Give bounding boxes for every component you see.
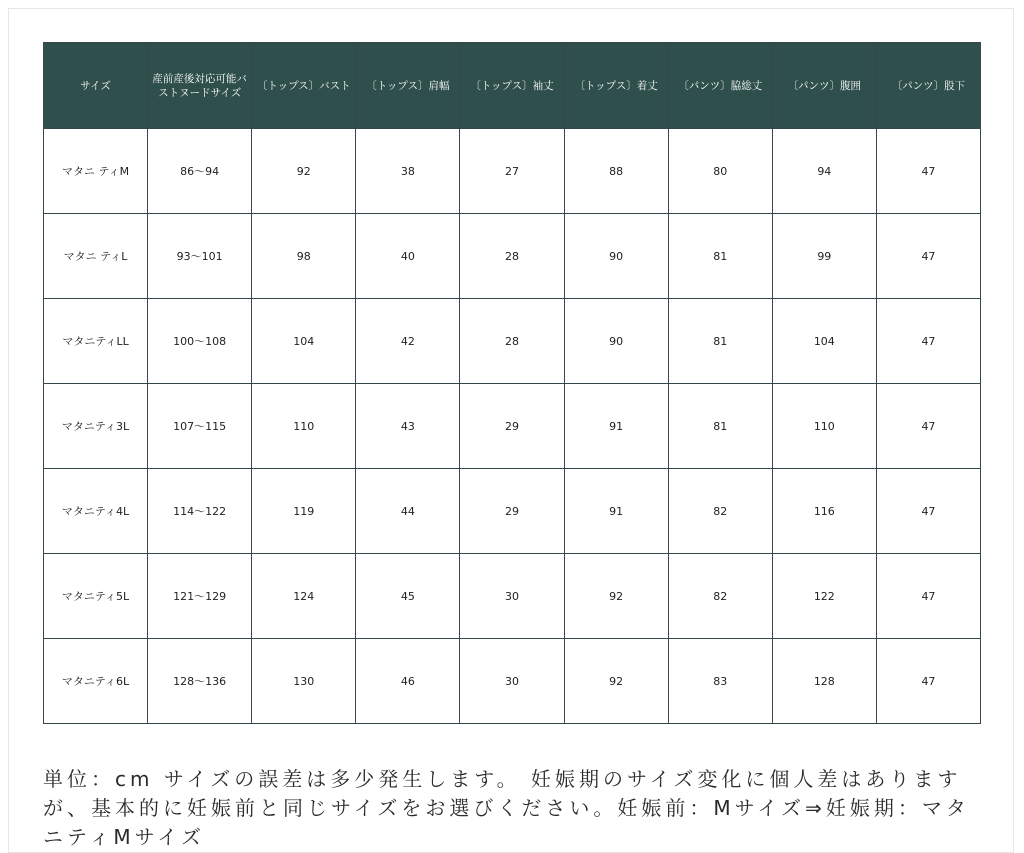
table-cell: 47 xyxy=(876,639,980,724)
table-cell: マタニティ6L xyxy=(44,639,148,724)
table-cell: 81 xyxy=(668,299,772,384)
table-cell: 90 xyxy=(564,214,668,299)
header-tops-sleeve: 〔トップス〕袖丈 xyxy=(460,43,564,129)
table-cell: マタニティ5L xyxy=(44,554,148,639)
header-size: サイズ xyxy=(44,43,148,129)
table-cell: 91 xyxy=(564,384,668,469)
table-cell: 80 xyxy=(668,129,772,214)
table-cell: 124 xyxy=(252,554,356,639)
table-cell: 94 xyxy=(772,129,876,214)
table-cell: 110 xyxy=(252,384,356,469)
table-cell: 82 xyxy=(668,554,772,639)
table-cell: 130 xyxy=(252,639,356,724)
table-cell: 121～129 xyxy=(148,554,252,639)
header-tops-shoulder: 〔トップス〕肩幅 xyxy=(356,43,460,129)
table-cell: 81 xyxy=(668,384,772,469)
table-cell: 92 xyxy=(564,554,668,639)
table-cell: 92 xyxy=(564,639,668,724)
table-cell: 47 xyxy=(876,384,980,469)
table-cell: 47 xyxy=(876,214,980,299)
table-cell: 104 xyxy=(772,299,876,384)
table-cell: 46 xyxy=(356,639,460,724)
table-cell: 107～115 xyxy=(148,384,252,469)
table-cell: 82 xyxy=(668,469,772,554)
table-cell: 122 xyxy=(772,554,876,639)
table-cell: 47 xyxy=(876,554,980,639)
header-tops-bust: 〔トップス〕バスト xyxy=(252,43,356,129)
table-cell: マタニティ3L xyxy=(44,384,148,469)
table-cell: 38 xyxy=(356,129,460,214)
header-tops-length: 〔トップス〕着丈 xyxy=(564,43,668,129)
size-note-text: 単位：cm サイズの誤差は多少発生します。 妊娠期のサイズ変化に個人差はありますが、基本的に妊娠前と同じサイズをお選びください。妊娠前：Mサイズ⇒妊娠期：マタニティMサイズ xyxy=(43,767,970,849)
header-pants-side-length: 〔パンツ〕脇総丈 xyxy=(668,43,772,129)
table-cell: 30 xyxy=(460,639,564,724)
table-cell: 128～136 xyxy=(148,639,252,724)
table-cell: 99 xyxy=(772,214,876,299)
table-cell: マタニティLL xyxy=(44,299,148,384)
table-cell: 116 xyxy=(772,469,876,554)
table-cell: 47 xyxy=(876,299,980,384)
table-cell: 43 xyxy=(356,384,460,469)
header-pants-inseam: 〔パンツ〕股下 xyxy=(876,43,980,129)
table-row xyxy=(44,129,981,214)
table-cell: 29 xyxy=(460,469,564,554)
table-row xyxy=(44,639,981,724)
table-cell: 93～101 xyxy=(148,214,252,299)
table-cell: マタニティ4L xyxy=(44,469,148,554)
table-cell: マタニ ティM xyxy=(44,129,148,214)
table-cell: 27 xyxy=(460,129,564,214)
table-cell: 92 xyxy=(252,129,356,214)
table-header-row xyxy=(44,43,981,129)
table-cell: 110 xyxy=(772,384,876,469)
table-cell: 91 xyxy=(564,469,668,554)
table-cell: 104 xyxy=(252,299,356,384)
table-row xyxy=(44,469,981,554)
table-cell: 98 xyxy=(252,214,356,299)
table-cell: 47 xyxy=(876,129,980,214)
table-cell: 47 xyxy=(876,469,980,554)
table-row xyxy=(44,384,981,469)
table-cell: 114～122 xyxy=(148,469,252,554)
header-pants-waist: 〔パンツ〕腹囲 xyxy=(772,43,876,129)
table-cell: 28 xyxy=(460,214,564,299)
table-cell: 83 xyxy=(668,639,772,724)
table-cell: 128 xyxy=(772,639,876,724)
table-cell: 86～94 xyxy=(148,129,252,214)
table-cell: 40 xyxy=(356,214,460,299)
table-cell: 42 xyxy=(356,299,460,384)
table-cell: 29 xyxy=(460,384,564,469)
table-cell: 81 xyxy=(668,214,772,299)
table-cell: 30 xyxy=(460,554,564,639)
table-row xyxy=(44,554,981,639)
table-row xyxy=(44,299,981,384)
header-nude-bust: 産前産後対応可能バストヌードサイズ xyxy=(148,43,252,129)
table-cell: 45 xyxy=(356,554,460,639)
table-row xyxy=(44,214,981,299)
table-cell: 100～108 xyxy=(148,299,252,384)
table-cell: 28 xyxy=(460,299,564,384)
table-cell: 90 xyxy=(564,299,668,384)
table-cell: 88 xyxy=(564,129,668,214)
table-cell: 44 xyxy=(356,469,460,554)
size-chart-table xyxy=(43,42,981,724)
table-cell: マタニ ティL xyxy=(44,214,148,299)
table-cell: 119 xyxy=(252,469,356,554)
